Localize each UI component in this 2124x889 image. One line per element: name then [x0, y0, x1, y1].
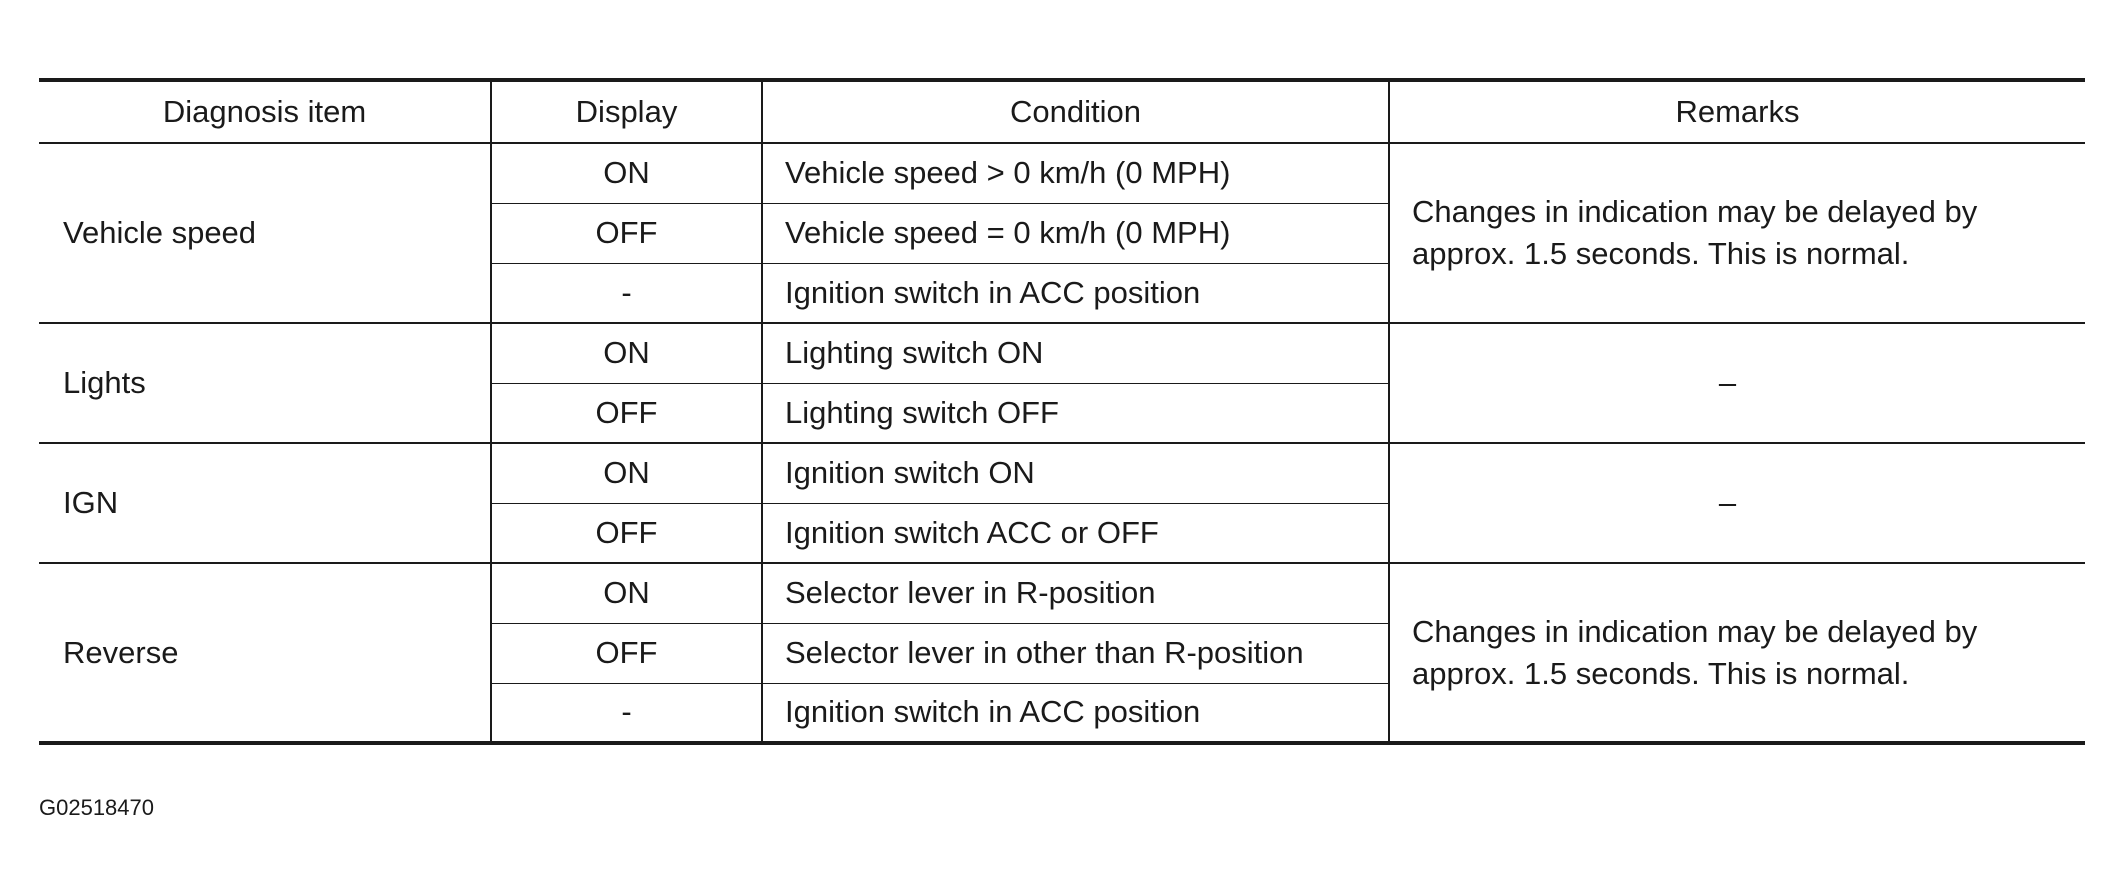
diagnosis-item-reverse: Reverse	[39, 563, 491, 743]
display-value: ON	[491, 443, 762, 503]
header-display: Display	[491, 80, 762, 143]
display-value: OFF	[491, 503, 762, 563]
table-row	[39, 143, 2085, 203]
table-row	[39, 443, 2085, 503]
header-diagnosis-item: Diagnosis item	[39, 80, 491, 143]
remarks-reverse: Changes in indication may be delayed by approx. 1.5 seconds. This is normal.	[1389, 563, 2085, 743]
display-value: OFF	[491, 203, 762, 263]
diagnosis-item-lights: Lights	[39, 323, 491, 443]
condition-text: Vehicle speed > 0 km/h (0 MPH)	[762, 143, 1389, 203]
table-row	[39, 563, 2085, 623]
header-remarks: Remarks	[1389, 80, 2085, 143]
remarks-ign: –	[1389, 443, 2085, 563]
remarks-lights: –	[1389, 323, 2085, 443]
display-value: OFF	[491, 623, 762, 683]
display-value: ON	[491, 323, 762, 383]
display-value: -	[491, 263, 762, 323]
condition-text: Lighting switch ON	[762, 323, 1389, 383]
header-row	[39, 80, 2085, 143]
condition-text: Selector lever in R-position	[762, 563, 1389, 623]
display-value: ON	[491, 563, 762, 623]
display-value: OFF	[491, 383, 762, 443]
display-value: ON	[491, 143, 762, 203]
condition-text: Ignition switch ACC or OFF	[762, 503, 1389, 563]
header-condition: Condition	[762, 80, 1389, 143]
condition-text: Ignition switch in ACC position	[762, 263, 1389, 323]
condition-text: Selector lever in other than R-position	[762, 623, 1389, 683]
diagnosis-table	[39, 78, 2085, 745]
condition-text: Vehicle speed = 0 km/h (0 MPH)	[762, 203, 1389, 263]
figure-id: G02518470	[39, 795, 154, 820]
display-value: -	[491, 683, 762, 743]
diagnosis-item-vehicle-speed: Vehicle speed	[39, 143, 491, 323]
condition-text: Lighting switch OFF	[762, 383, 1389, 443]
remarks-vehicle-speed: Changes in indication may be delayed by approx. 1.5 seconds. This is normal.	[1389, 143, 2085, 323]
table-row	[39, 323, 2085, 383]
diagnosis-item-ign: IGN	[39, 443, 491, 563]
condition-text: Ignition switch in ACC position	[762, 683, 1389, 743]
condition-text: Ignition switch ON	[762, 443, 1389, 503]
